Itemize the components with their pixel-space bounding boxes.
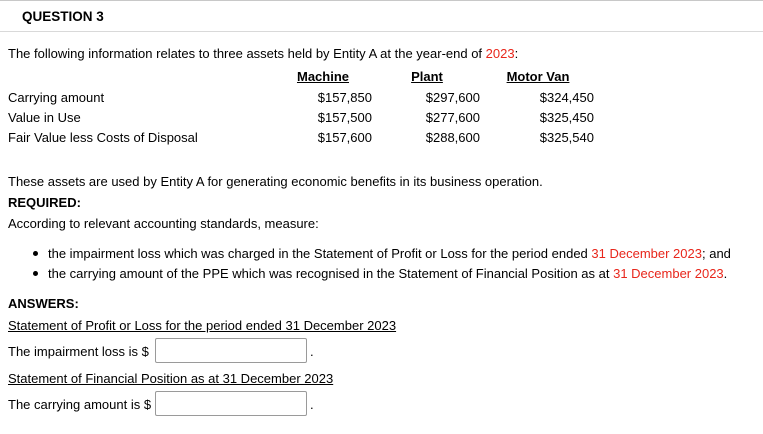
answer-section-profit-or-loss: Statement of Profit or Loss for the period ended 31 December 2023 [8, 318, 397, 333]
impairment-loss-input[interactable] [155, 338, 307, 363]
bullet-date: 31 December 2023 [613, 266, 724, 281]
row-label-fair-value: Fair Value less Costs of Disposal [8, 130, 198, 145]
impairment-loss-period: . [310, 344, 314, 359]
cell-plant-viu: $277,600 [425, 110, 480, 125]
intro-line [8, 46, 518, 61]
intro-text: The following information relates to three assets held by Entity A at the year-end of [8, 46, 486, 61]
instruction-text: According to relevant accounting standards, measure: [8, 216, 319, 231]
question-title: QUESTION 3 [22, 9, 104, 24]
required-heading: REQUIRED: [8, 195, 81, 210]
column-header-machine: Machine [296, 69, 349, 84]
column-header-plant: Plant [411, 69, 443, 84]
carrying-amount-input[interactable] [155, 391, 307, 416]
cell-machine-fvlcd: $157,600 [317, 130, 372, 145]
bullet-date: 31 December 2023 [591, 246, 702, 261]
column-header-motor-van: Motor Van [506, 69, 570, 84]
intro-year: 2023 [485, 46, 515, 61]
bullet-text-end: . [723, 266, 728, 281]
cell-machine-carrying: $157,850 [317, 90, 372, 105]
impairment-loss-label: The impairment loss is $ [8, 344, 149, 359]
bullet-text-end: ; and [701, 246, 731, 261]
carrying-amount-period: . [310, 397, 314, 412]
bullet-text: the impairment loss which was charged in the Statement of Profit or Loss for the period ended [48, 246, 592, 261]
cell-plant-carrying: $297,600 [425, 90, 480, 105]
cell-motorvan-carrying: $324,450 [539, 90, 594, 105]
bullet-item-carrying-amount [48, 266, 727, 281]
usage-text: These assets are used by Entity A for generating economic benefits in its business operation. [8, 174, 543, 189]
question-header [0, 0, 763, 32]
row-label-carrying-amount: Carrying amount [8, 90, 105, 105]
cell-plant-fvlcd: $288,600 [425, 130, 480, 145]
cell-motorvan-fvlcd: $325,540 [539, 130, 594, 145]
cell-motorvan-viu: $325,450 [539, 110, 594, 125]
row-label-value-in-use: Value in Use [8, 110, 81, 125]
bullet-text: the carrying amount of the PPE which was recognised in the Statement of Financial Position as at [48, 266, 614, 281]
carrying-amount-label: The carrying amount is $ [8, 397, 152, 412]
cell-machine-viu: $157,500 [317, 110, 372, 125]
bullet-item-impairment [48, 246, 731, 261]
bullet-dot [33, 251, 38, 256]
answer-section-financial-position: Statement of Financial Position as at 31 December 2023 [8, 371, 334, 386]
answers-heading: ANSWERS: [8, 296, 79, 311]
bullet-dot [33, 271, 38, 276]
intro-suffix: : [514, 46, 519, 61]
